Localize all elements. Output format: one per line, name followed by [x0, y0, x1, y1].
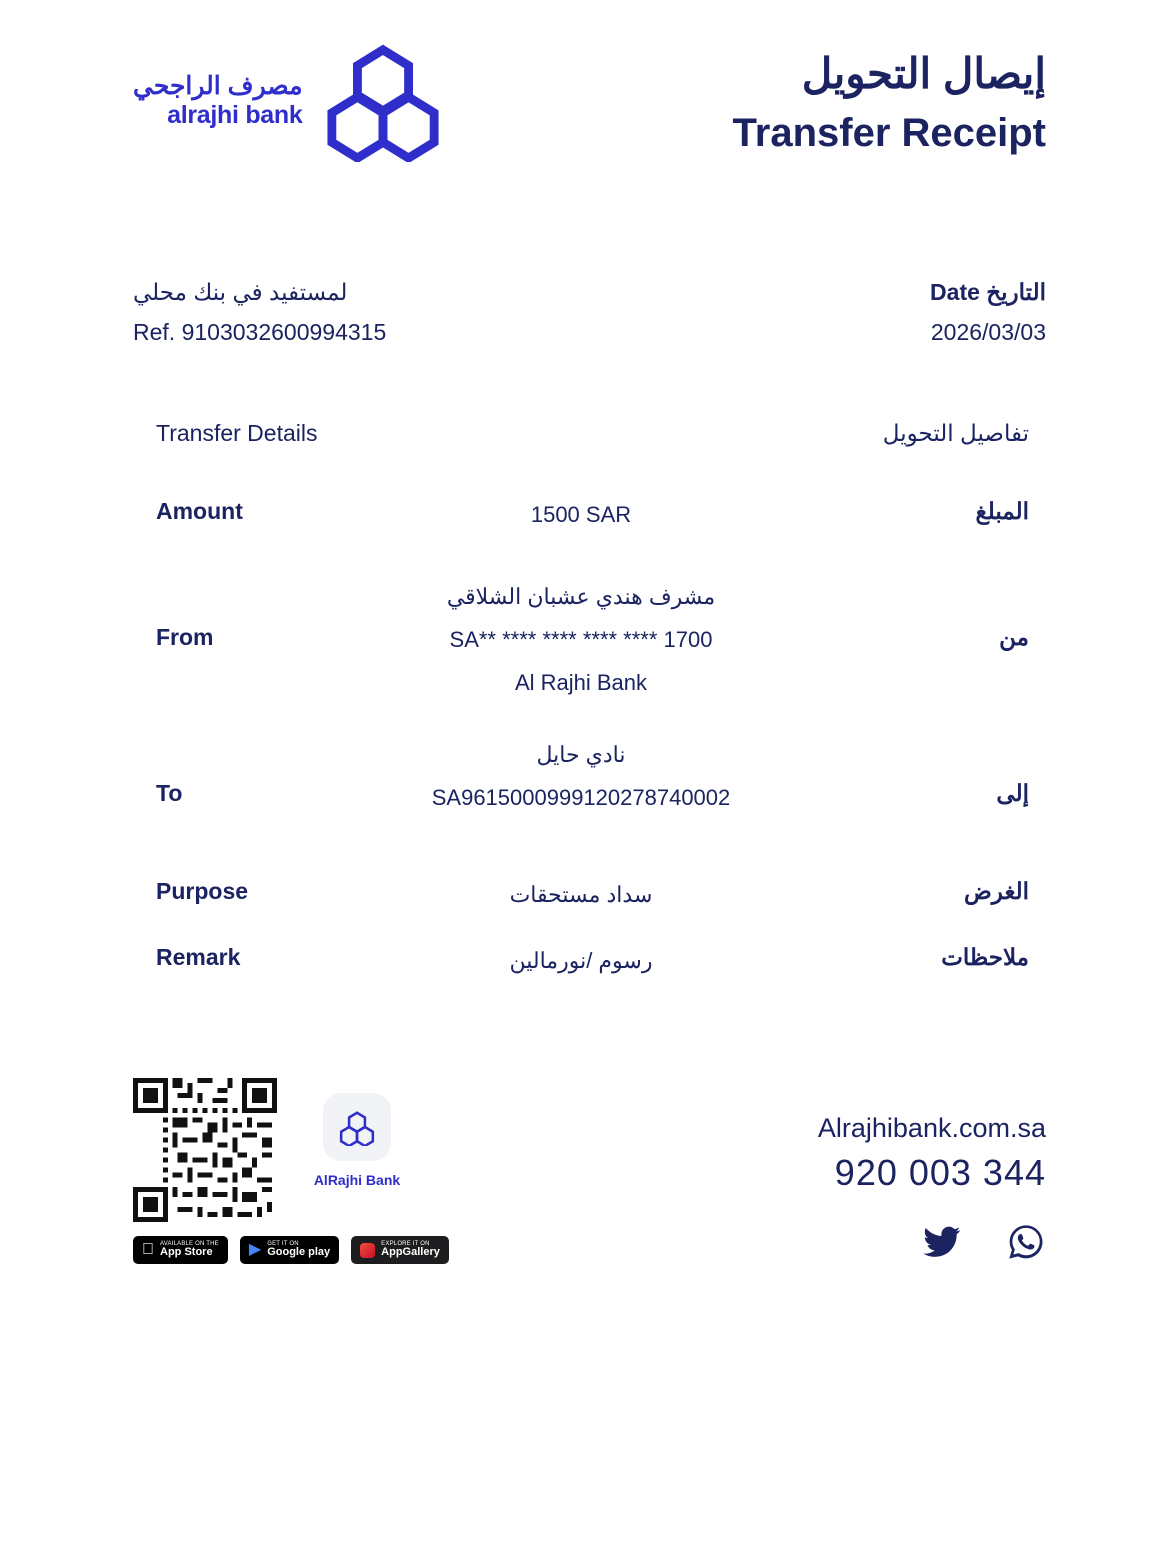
date-label: [930, 272, 1046, 312]
app-store-badge[interactable]: [133, 1236, 228, 1264]
brand-wordmark: [133, 72, 302, 131]
phone-number: 920 003 344: [834, 1151, 1046, 1193]
detail-row-from: [8, 552, 1154, 732]
transfer-details: [8, 420, 1154, 994]
from-value: [301, 576, 861, 705]
appgallery-badge-small: EXPLORE IT ON: [369, 1241, 418, 1248]
brand-name-english: alrajhi bank: [167, 101, 303, 129]
google-play-badge-small: GET IT ON: [255, 1241, 287, 1248]
detail-row-remark: [8, 928, 1154, 994]
details-heading: [8, 420, 1154, 476]
date-value: 2026/03/03: [930, 319, 1046, 346]
google-play-icon: ▶: [236, 1241, 250, 1258]
amount-label-english: Amount: [156, 498, 243, 524]
beneficiary-note: لمستفيد في بنك محلي: [133, 279, 348, 305]
receipt-sheet: [8, 0, 1154, 1549]
appgallery-badge[interactable]: [351, 1236, 449, 1264]
from-bank-name: Al Rajhi Bank: [514, 669, 648, 695]
google-play-badge-big: Google play: [255, 1246, 319, 1259]
meta-left-block: [133, 272, 386, 353]
remark-label-arabic: ملاحظات: [941, 944, 1029, 970]
details-heading-arabic: تفاصيل التحويل: [882, 420, 1029, 446]
detail-row-purpose: [8, 862, 1154, 928]
reference-number: Ref. 9103032600994315: [133, 319, 387, 346]
app-store-badges: [133, 1236, 449, 1264]
app-store-badge-small: AVAILABLE ON THE: [148, 1241, 207, 1248]
page-title: [733, 48, 1046, 159]
alrajhi-app-icon: [323, 1093, 391, 1161]
receipt-footer: [8, 1060, 1154, 1320]
from-account-number: SA** **** **** **** **** 1700: [449, 626, 713, 652]
receipt-header: [8, 0, 1154, 210]
from-label-english: From: [156, 624, 214, 650]
date-label-english: Date: [930, 279, 980, 305]
from-account-name: مشرف هندي عشبان الشلاقي: [446, 584, 716, 609]
bank-brand: [133, 40, 442, 162]
detail-row-to: [8, 732, 1154, 862]
contact-block: [818, 1108, 1046, 1197]
remark-label-english: Remark: [156, 944, 241, 970]
brand-name-arabic: مصرف الراجحي: [133, 71, 303, 100]
purpose-label-english: Purpose: [156, 878, 249, 904]
to-label-english: To: [156, 780, 183, 806]
to-account-name: نادي حايل: [536, 742, 626, 767]
from-label-arabic: من: [999, 624, 1029, 650]
twitter-icon[interactable]: [922, 1222, 962, 1262]
remark-value: رسوم /نورمالين: [509, 948, 653, 973]
to-account-iban: SA9615000999120278740002: [431, 784, 731, 810]
whatsapp-icon[interactable]: [1006, 1222, 1046, 1262]
website-link[interactable]: Alrajhibank.com.sa: [817, 1113, 1046, 1143]
qr-code-icon: [133, 1078, 277, 1222]
receipt-meta: [8, 272, 1154, 382]
to-value: [301, 734, 861, 820]
purpose-value: سداد مستحقات: [509, 882, 653, 907]
social-links: [922, 1222, 1046, 1262]
page-title-arabic: إيصال التحويل: [801, 50, 1046, 97]
appgallery-icon: [360, 1243, 375, 1258]
date-label-arabic: التاريخ: [986, 279, 1046, 305]
detail-row-amount: [8, 476, 1154, 552]
app-icon-label: AlRajhi Bank: [313, 1172, 401, 1188]
purpose-label-arabic: الغرض: [964, 878, 1029, 904]
alrajhi-logo-icon: [324, 40, 442, 162]
meta-right-block: [930, 272, 1046, 353]
apple-icon: [142, 1242, 154, 1258]
app-store-badge-big: App Store: [148, 1246, 201, 1259]
amount-label-arabic: المبلغ: [975, 498, 1029, 524]
google-play-badge[interactable]: [236, 1236, 339, 1264]
amount-value: 1500 SAR: [530, 502, 632, 527]
to-label-arabic: إلى: [996, 780, 1029, 806]
page-title-english: Transfer Receipt: [732, 110, 1046, 155]
appgallery-badge-big: AppGallery: [369, 1246, 428, 1259]
details-heading-english: Transfer Details: [156, 420, 318, 446]
